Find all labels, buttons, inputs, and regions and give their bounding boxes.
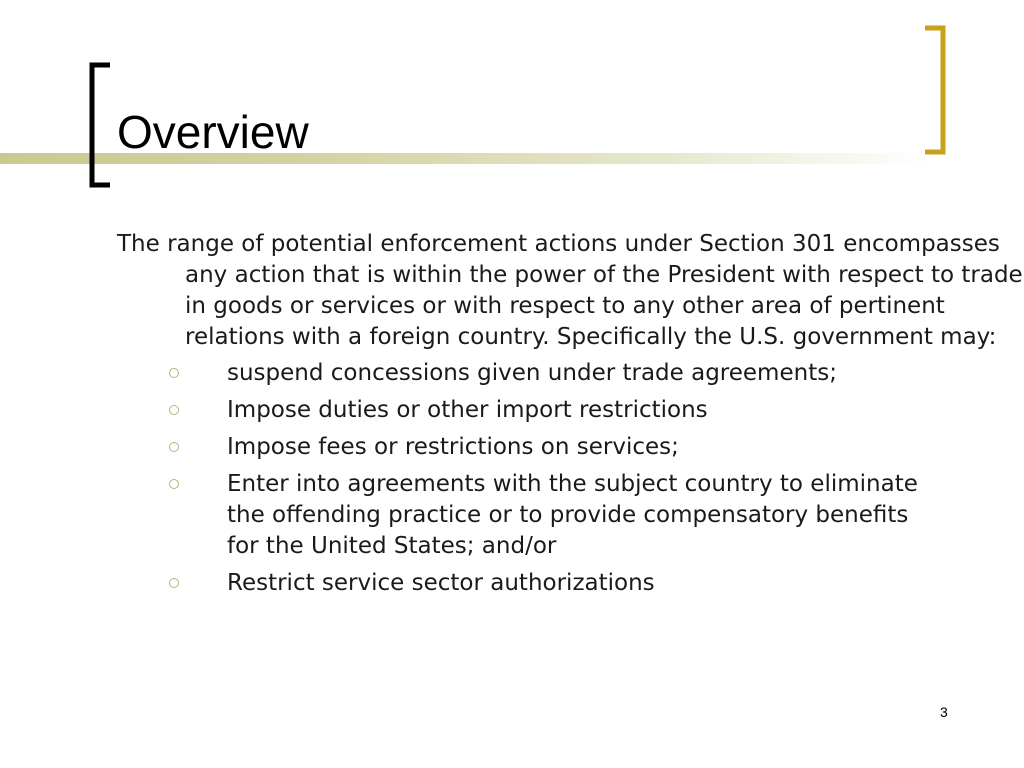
bullet-text: Restrict service sector authorizations (227, 570, 655, 596)
list-item (117, 432, 927, 463)
list-item (117, 568, 927, 599)
bullet-text: Impose fees or restrictions on services; (227, 434, 679, 460)
bullet-list (117, 358, 967, 599)
hollow-circle-bullet-icon (169, 405, 179, 415)
hollow-circle-bullet-icon (169, 578, 179, 588)
slide-title: Overview (117, 106, 309, 158)
bullet-text: Impose duties or other import restrictions (227, 397, 708, 423)
bullet-text: suspend concessions given under trade agreements; (227, 360, 837, 386)
right-bracket-icon (922, 25, 948, 155)
intro-paragraph: The range of potential enforcement actions under Section 301 encompasses any action that is within the power of the President with respect to trade in goods or services or with respect to any other area of pertinent relations with a foreign country. Specifically the U.S. government may: (117, 231, 1023, 350)
bullet-text: Enter into agreements with the subject country to eliminate the offending practice or to provide compensatory benefits for the United States; and/or (227, 471, 918, 559)
hollow-circle-bullet-icon (169, 479, 179, 489)
list-item (117, 469, 927, 562)
slide-body (117, 229, 1023, 605)
left-bracket-icon (88, 62, 114, 188)
hollow-circle-bullet-icon (169, 368, 179, 378)
list-item (117, 358, 927, 389)
page-number: 3 (940, 704, 948, 720)
hollow-circle-bullet-icon (169, 442, 179, 452)
list-item (117, 395, 927, 426)
